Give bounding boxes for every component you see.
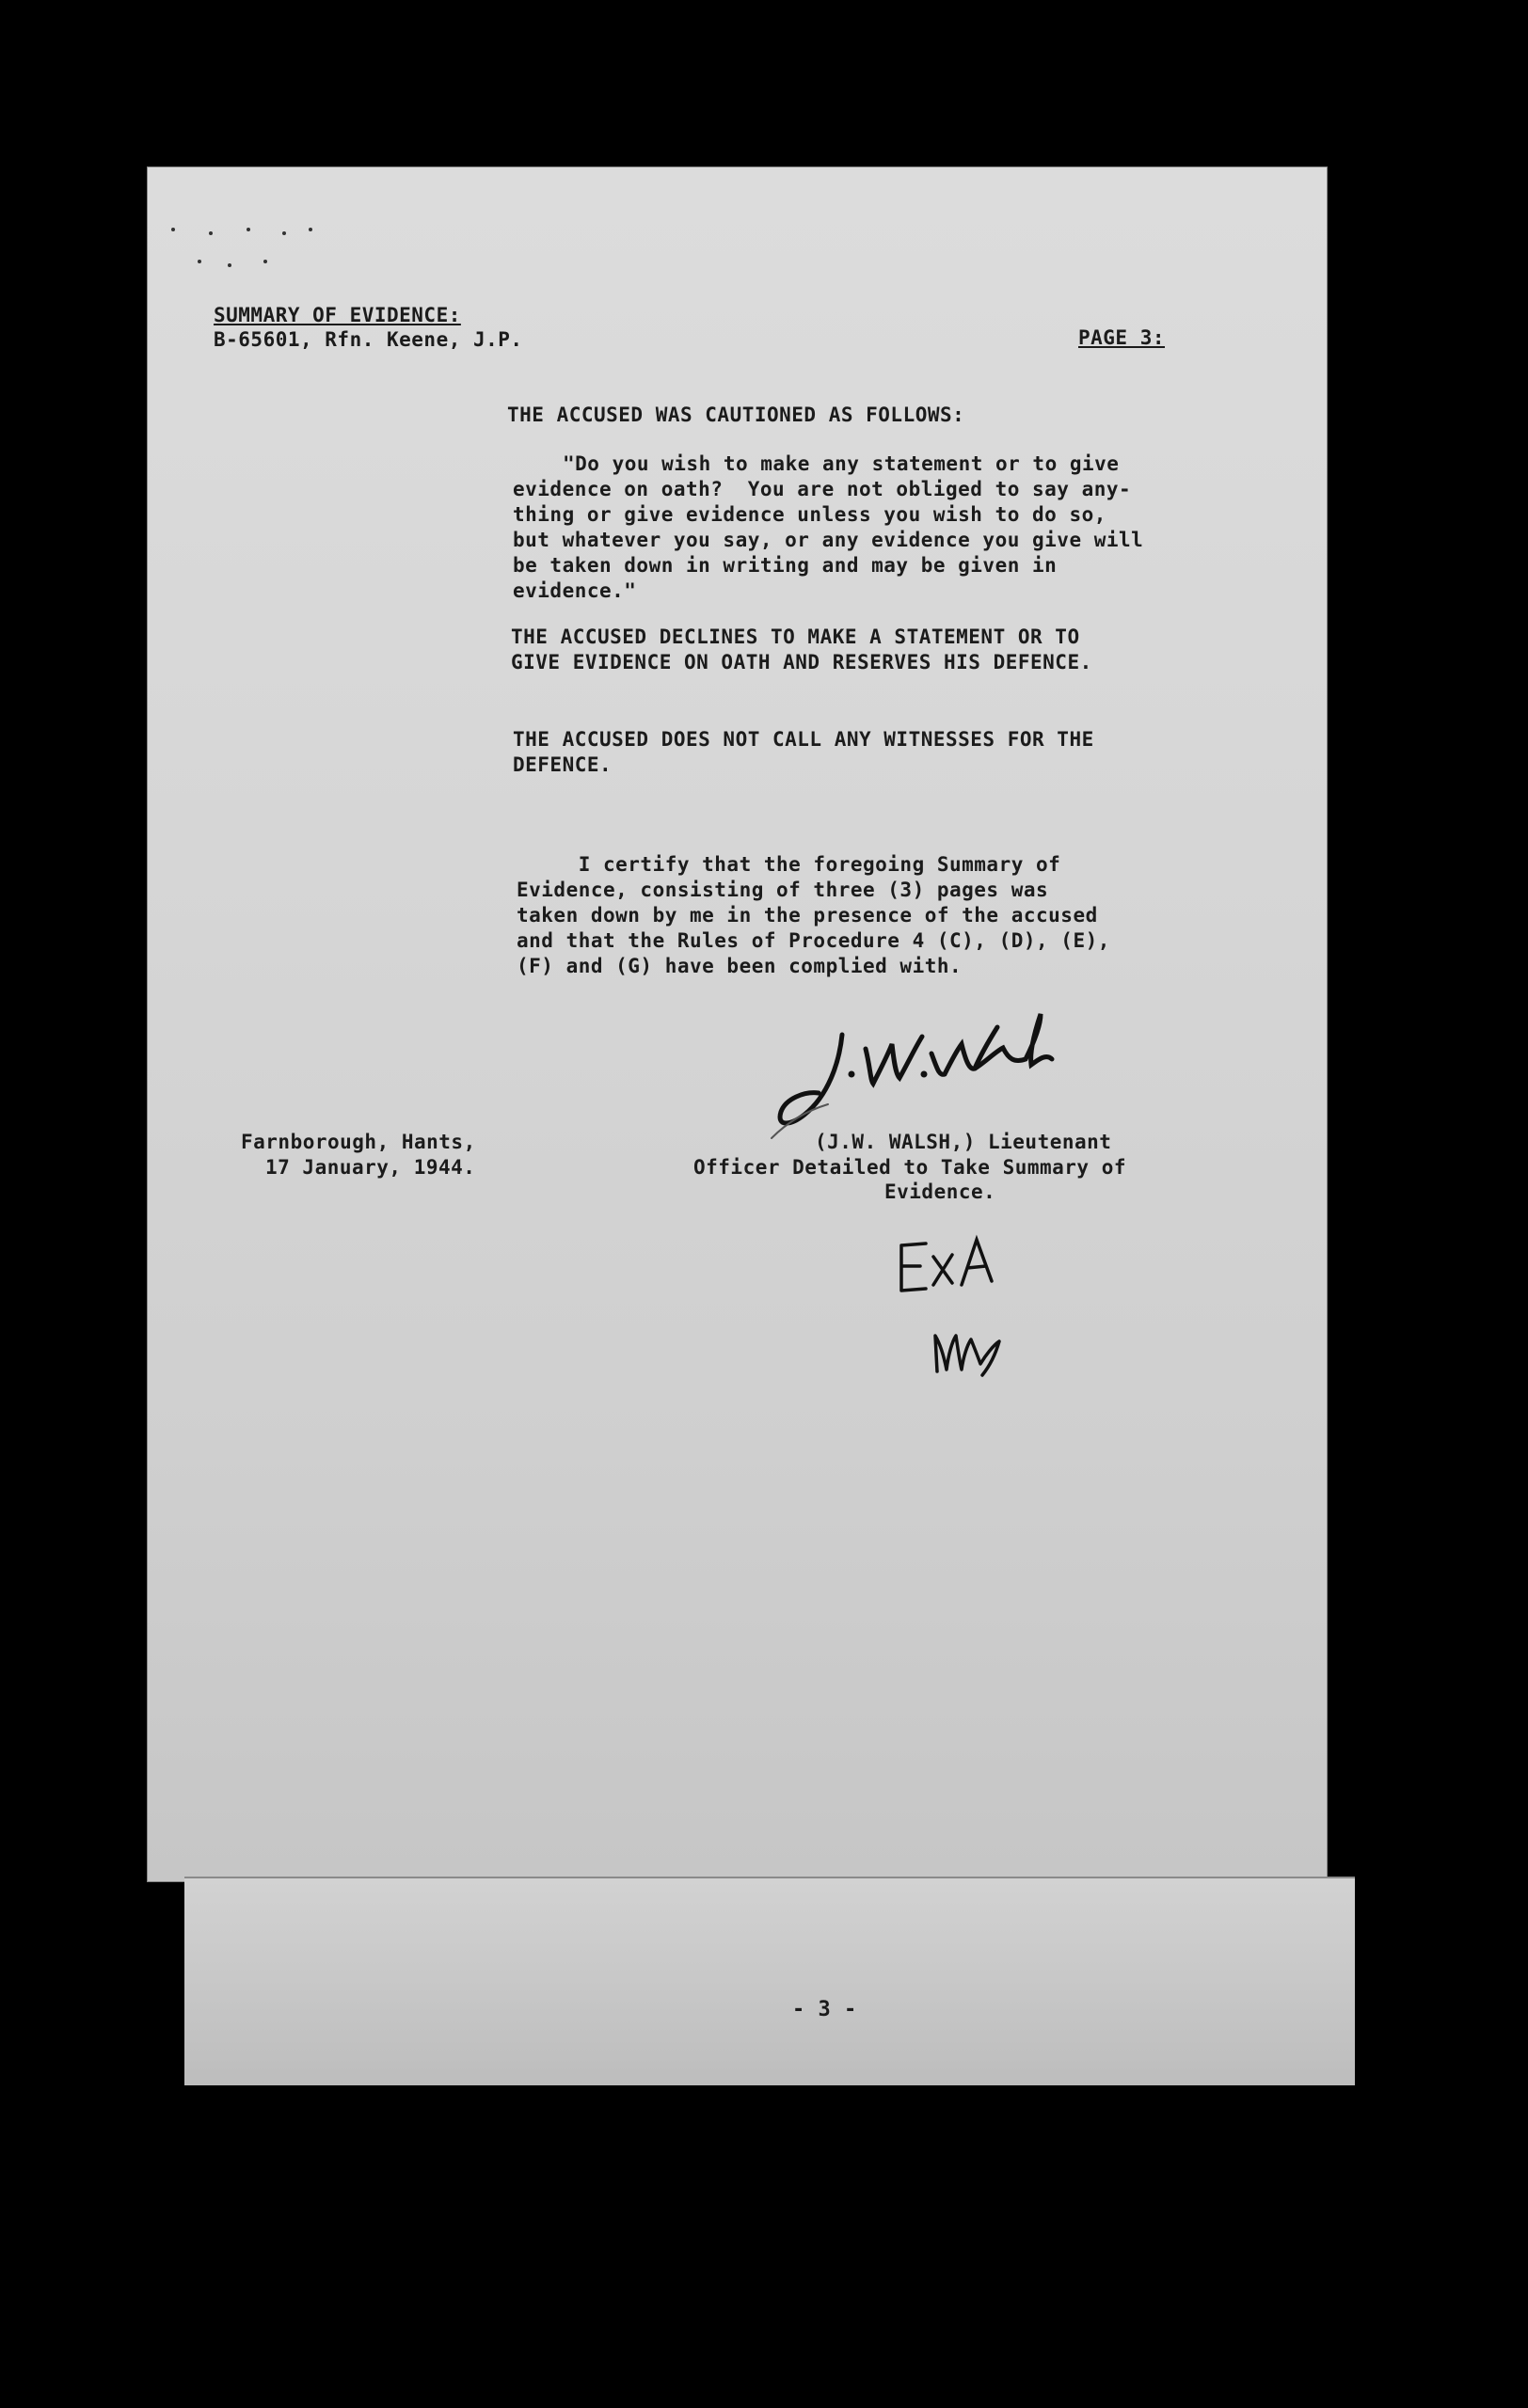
handwritten-mark-exa: [894, 1234, 1007, 1300]
handwritten-mark-initials: [931, 1317, 1026, 1383]
caution-line: evidence on oath? You are not obliged to say any-: [513, 478, 1132, 500]
date-line: 17 January, 1944.: [265, 1156, 476, 1179]
page-number: - 3 -: [792, 1998, 857, 2021]
certify-line: and that the Rules of Procedure 4 (C), (D), (E),: [517, 929, 1110, 952]
ink-speck: [198, 260, 201, 263]
document-title: SUMMARY OF EVIDENCE:: [214, 304, 461, 326]
place-line: Farnborough, Hants,: [241, 1131, 476, 1153]
caution-line: thing or give evidence unless you wish to do so,: [513, 503, 1106, 526]
caution-heading: THE ACCUSED WAS CAUTIONED AS FOLLOWS:: [507, 404, 965, 426]
certify-line: (F) and (G) have been complied with.: [517, 955, 963, 977]
case-line: B-65601, Rfn. Keene, J.P.: [214, 328, 523, 351]
ink-speck: [228, 263, 231, 267]
signatory-title-cont: Evidence.: [884, 1180, 996, 1203]
declines-line: GIVE EVIDENCE ON OATH AND RESERVES HIS DEFENCE.: [511, 651, 1092, 673]
ink-speck: [263, 260, 267, 263]
caution-line: but whatever you say, or any evidence you give will: [513, 529, 1144, 551]
witnesses-line: THE ACCUSED DOES NOT CALL ANY WITNESSES FOR THE: [513, 728, 1094, 751]
witnesses-line: DEFENCE.: [513, 753, 613, 776]
ink-speck: [209, 231, 213, 235]
signatory-name: (J.W. WALSH,) Lieutenant: [815, 1131, 1112, 1153]
signatory-title: Officer Detailed to Take Summary of: [693, 1156, 1127, 1179]
ink-speck: [309, 228, 312, 231]
page-label: PAGE 3:: [1078, 326, 1166, 349]
certify-line: taken down by me in the presence of the accused: [517, 904, 1098, 927]
ink-speck: [171, 228, 175, 231]
page-footer-band: [184, 1877, 1355, 2085]
certify-line: Evidence, consisting of three (3) pages was: [517, 879, 1049, 901]
ink-speck: [247, 228, 250, 231]
caution-line: evidence.": [513, 579, 637, 602]
caution-line: be taken down in writing and may be given in: [513, 554, 1058, 577]
caution-line: "Do you wish to make any statement or to give: [563, 452, 1120, 475]
handwritten-signature: [753, 1006, 1063, 1148]
certify-line: I certify that the foregoing Summary of: [517, 853, 1061, 876]
declines-line: THE ACCUSED DECLINES TO MAKE A STATEMENT OR TO: [511, 626, 1080, 648]
ink-speck: [282, 231, 286, 235]
